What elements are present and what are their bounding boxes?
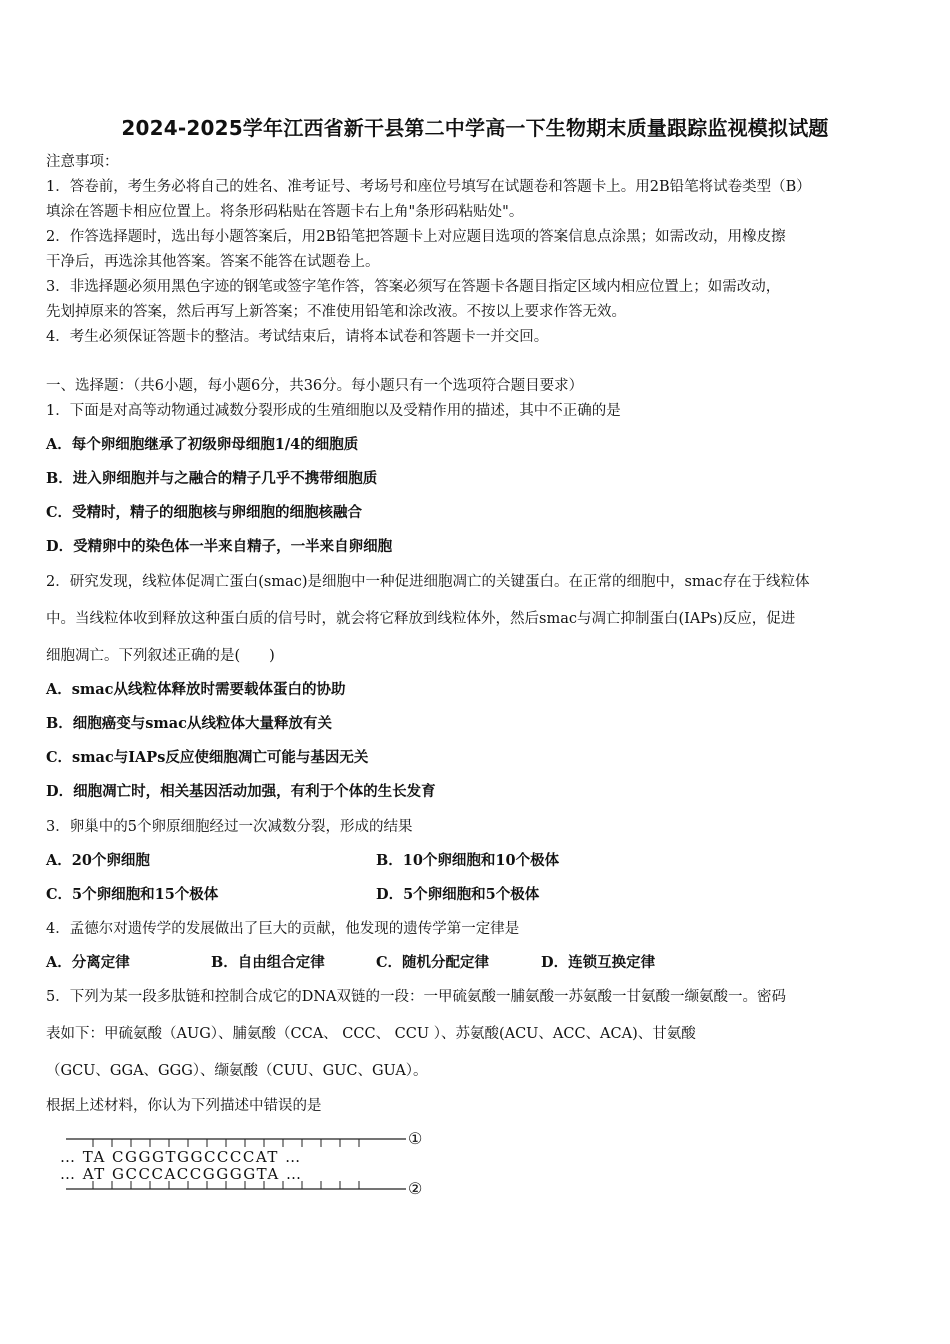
question-1-option-c: C．受精时，精子的细胞核与卵细胞的细胞核融合 xyxy=(46,504,363,521)
notice-line: 干净后，再选涂其他答案。答案不能答在试题卷上。 xyxy=(46,254,380,270)
question-1-stem: 1．下面是对高等动物通过减数分裂形成的生殖细胞以及受精作用的描述，其中不正确的是 xyxy=(46,403,621,419)
question-2-option-d: D．细胞凋亡时，相关基因活动加强，有利于个体的生长发育 xyxy=(46,783,436,800)
notice-line: 2．作答选择题时，选出每小题答案后，用2B铅笔把答题卡上对应题目选项的答案信息点涂黑；如需改动，用橡皮擦 xyxy=(46,229,786,245)
question-4-stem: 4．孟德尔对遗传学的发展做出了巨大的贡献，他发现的遗传学第一定律是 xyxy=(46,921,520,937)
question-4-option-b: B．自由组合定律 xyxy=(211,954,325,971)
question-1-option-a: A．每个卵细胞继承了初级卵母细胞1/4的细胞质 xyxy=(46,436,359,453)
question-3-stem: 3．卵巢中的5个卵原细胞经过一次减数分裂，形成的结果 xyxy=(46,819,413,835)
question-4-option-d: D．连锁互换定律 xyxy=(541,954,656,971)
question-3-option-c: C．5个卵细胞和15个极体 xyxy=(46,886,219,903)
dna-bottom-strand-sequence: … AT GCCCACCGGGGTA … xyxy=(60,1165,303,1183)
question-4-option-c: C．随机分配定律 xyxy=(376,954,490,971)
question-5-stem: （GCU、GGA、GGG）、缬氨酸（CUU、GUC、GUA）。 xyxy=(46,1063,428,1079)
question-3-option-a: A．20个卵细胞 xyxy=(46,852,150,869)
question-5-stem: 表如下：甲硫氨酸（AUG）、脯氨酸（CCA、 CCC、 CCU ）、苏氨酸(ACU、ACC、ACA)、甘氨酸 xyxy=(46,1026,696,1042)
question-5-stem: 根据上述材料，你认为下列描述中错误的是 xyxy=(46,1098,322,1114)
question-2-option-c: C．smac与IAPs反应使细胞凋亡可能与基因无关 xyxy=(46,749,369,766)
page-title: 2024-2025学年江西省新干县第二中学高一下生物期末质量跟踪监视模拟试题 xyxy=(121,116,829,140)
notice-heading: 注意事项： xyxy=(46,154,119,170)
notice-line: 填涂在答题卡相应位置上。将条形码粘贴在答题卡右上角"条形码粘贴处"。 xyxy=(46,204,524,220)
question-2-option-a: A．smac从线粒体释放时需要载体蛋白的协助 xyxy=(46,681,346,698)
dna-top-strand-sequence: … TA CGGGTGGCCCCAT … xyxy=(60,1148,302,1166)
question-2-stem: 中。当线粒体收到释放这种蛋白质的信号时，就会将它释放到线粒体外，然后smac与凋亡抑制蛋白(IAPs)反应，促进 xyxy=(46,611,796,627)
question-2-stem: 2．研究发现，线粒体促凋亡蛋白(smac)是细胞中一种促进细胞凋亡的关键蛋白。在正常的细胞中，smac存在于线粒体 xyxy=(46,574,810,590)
notice-line: 先划掉原来的答案，然后再写上新答案；不准使用铅笔和涂改液。不按以上要求作答无效。 xyxy=(46,304,626,320)
strand-label-1: ① xyxy=(408,1129,423,1148)
section-heading: 一、选择题：（共6小题，每小题6分，共36分。每小题只有一个选项符合题目要求） xyxy=(46,378,584,394)
question-1-option-d: D．受精卵中的染色体一半来自精子，一半来自卵细胞 xyxy=(46,538,393,555)
question-3-option-b: B．10个卵细胞和10个极体 xyxy=(376,852,560,869)
question-2-option-b: B．细胞癌变与smac从线粒体大量释放有关 xyxy=(46,715,332,732)
question-5-stem: 5．下列为某一段多肽链和控制合成它的DNA双链的一段：一甲硫氨酸一脯氨酸一苏氨酸一甘氨酸一缬氨酸一。密码 xyxy=(46,989,787,1005)
notice-line: 1．答卷前，考生务必将自己的姓名、准考证号、考场号和座位号填写在试题卷和答题卡上。用2B铅笔将试卷类型（B） xyxy=(46,179,811,195)
dna-double-strand-figure xyxy=(60,1128,440,1200)
notice-line: 4．考生必须保证答题卡的整洁。考试结束后，请将本试卷和答题卡一并交回。 xyxy=(46,329,549,345)
question-3-option-d: D．5个卵细胞和5个极体 xyxy=(376,886,540,903)
notice-line: 3．非选择题必须用黑色字迹的钢笔或签字笔作答，答案必须写在答题卡各题目指定区域内相应位置上；如需改动， xyxy=(46,279,781,295)
question-2-stem: 细胞凋亡。下列叙述正确的是( ) xyxy=(46,648,275,664)
question-1-option-b: B．进入卵细胞并与之融合的精子几乎不携带细胞质 xyxy=(46,470,378,487)
strand-label-2: ② xyxy=(408,1179,423,1198)
question-4-option-a: A．分离定律 xyxy=(46,954,130,971)
